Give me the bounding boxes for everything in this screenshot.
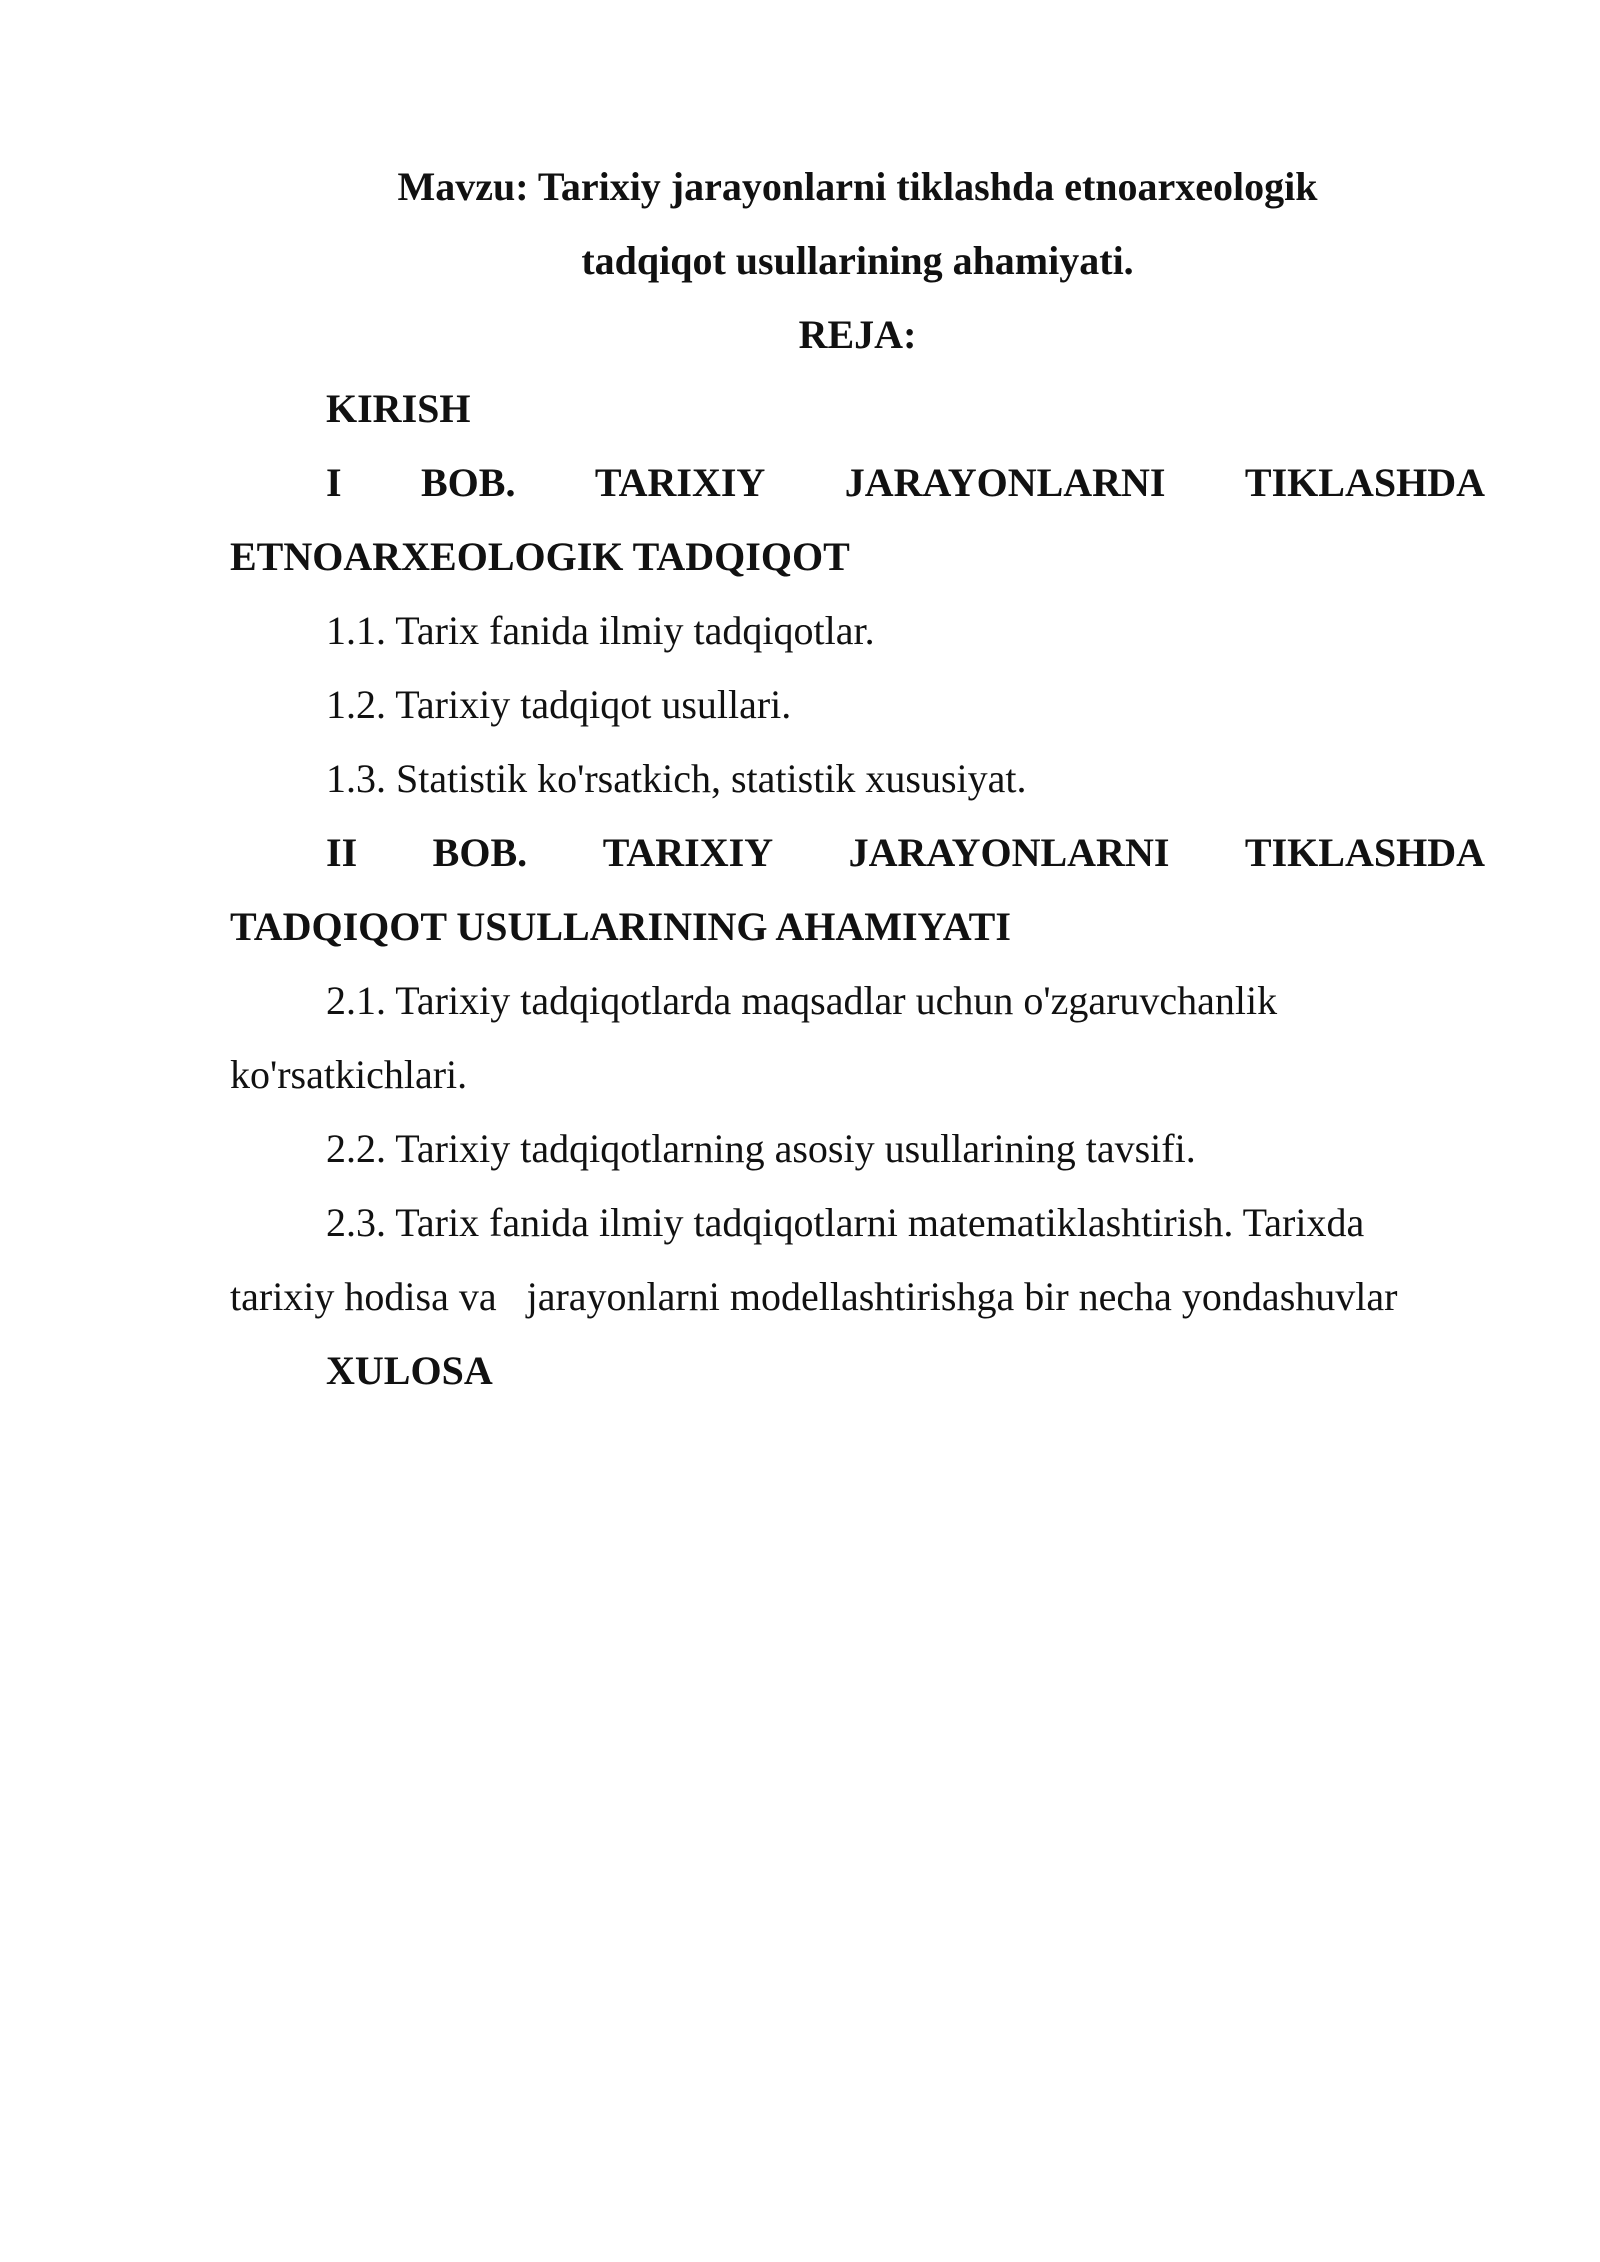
section-2-1-line-1: 2.1. Tarixiy tadqiqotlarda maqsadlar uchun o'zgaruvchanlik bbox=[326, 978, 1278, 1023]
chapter-2-heading bbox=[230, 816, 1485, 890]
chapter-1-word: BOB. bbox=[421, 460, 516, 505]
intro-heading: KIRISH bbox=[326, 386, 471, 431]
chapter-2-word: BOB. bbox=[432, 830, 528, 875]
section-2-3-line-1: 2.3. Tarix fanida ilmiy tadqiqotlarni matematiklashtirish. Tarixda bbox=[326, 1200, 1365, 1245]
chapter-1-word: TARIXIY bbox=[594, 460, 766, 505]
document-content bbox=[230, 150, 1485, 1408]
section-2-2: 2.2. Tarixiy tadqiqotlarning asosiy usullarining tavsifi. bbox=[326, 1126, 1196, 1171]
plan-heading: REJA: bbox=[798, 312, 917, 357]
chapter-1-continuation: ETNOARXEOLOGIK TADQIQOT bbox=[230, 534, 850, 579]
chapter-2-word: II bbox=[326, 830, 358, 875]
section-1-2: 1.2. Tarixiy tadqiqot usullari. bbox=[326, 682, 792, 727]
section-1-3: 1.3. Statistik ko'rsatkich, statistik xususiyat. bbox=[326, 756, 1027, 801]
section-2-1-line-2: ko'rsatkichlari. bbox=[230, 1052, 468, 1097]
section-1-1: 1.1. Tarix fanida ilmiy tadqiqotlar. bbox=[326, 608, 875, 653]
chapter-2-word: JARAYONLARNI bbox=[848, 830, 1170, 875]
chapter-2-continuation: TADQIQOT USULLARINING AHAMIYATI bbox=[230, 904, 1011, 949]
chapter-2-word: TARIXIY bbox=[602, 830, 774, 875]
section-2-3-line-2: tarixiy hodisa va jarayonlarni modellashtirishga bir necha yondashuvlar bbox=[230, 1274, 1398, 1319]
chapter-1-word: JARAYONLARNI bbox=[844, 460, 1166, 505]
chapter-1-heading bbox=[230, 446, 1485, 520]
conclusion-heading: XULOSA bbox=[326, 1348, 493, 1393]
title-line-1: Mavzu: Tarixiy jarayonlarni tiklashda etnoarxeologik bbox=[397, 164, 1318, 209]
title-line-2: tadqiqot usullarining ahamiyati. bbox=[581, 238, 1134, 283]
chapter-1-word: TIKLASHDA bbox=[1244, 460, 1485, 505]
chapter-2-word: TIKLASHDA bbox=[1244, 830, 1485, 875]
chapter-1-word: I bbox=[326, 460, 342, 505]
